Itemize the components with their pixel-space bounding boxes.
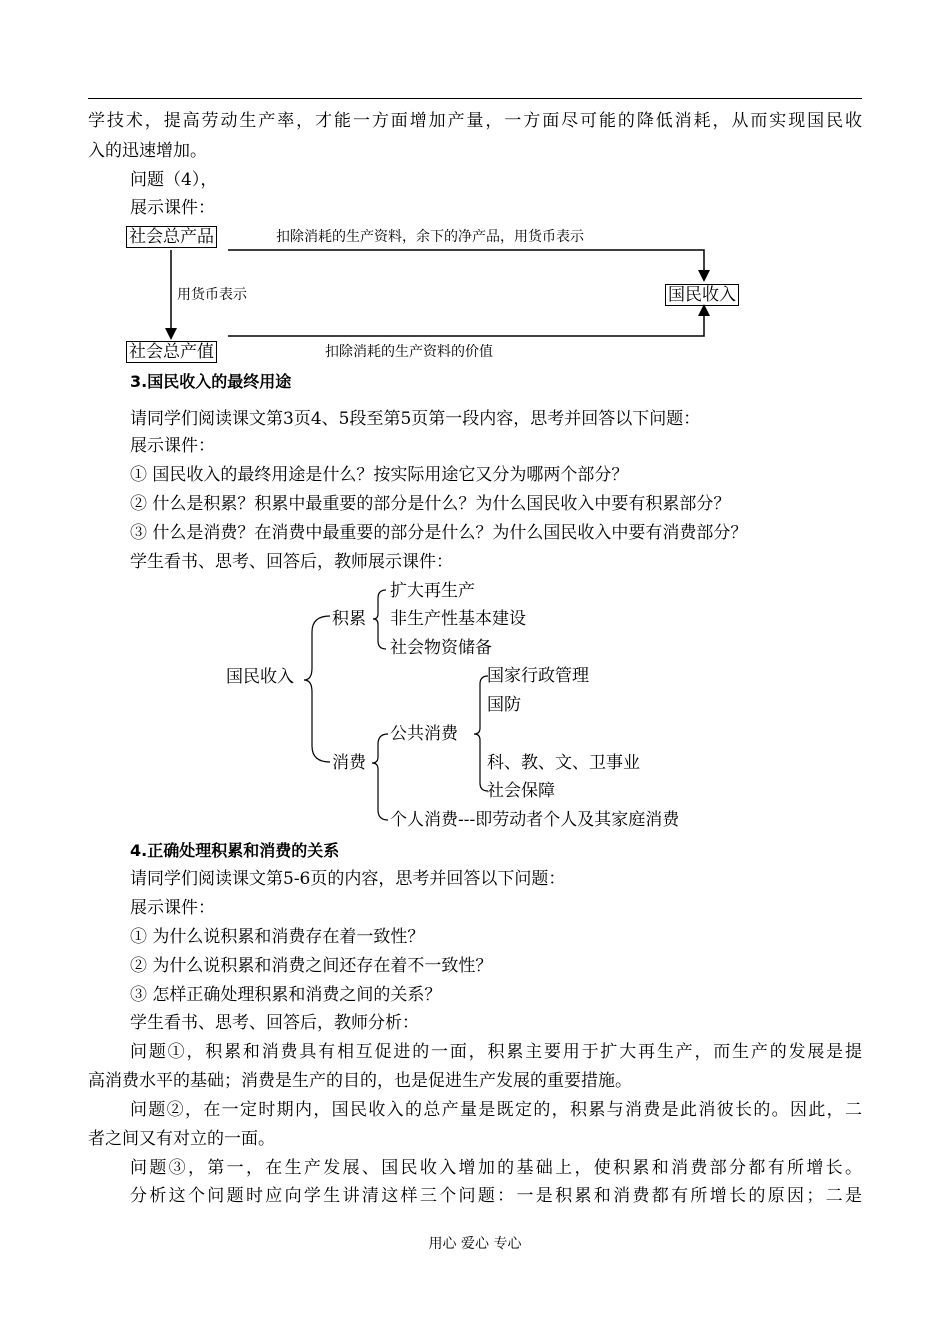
paragraph-q2-line-2: 者之间又有对立的一面。 <box>88 1129 275 1149</box>
tree-personal: 个人消费---即劳动者个人及其家庭消费 <box>390 810 680 830</box>
section-4-q1: ① 为什么说积累和消费存在着一致性？ <box>130 927 425 947</box>
brace-public <box>474 676 488 791</box>
section-4-heading: 4.正确处理积累和消费的关系 <box>130 841 340 860</box>
tree-acc-item: 扩大再生产 <box>390 581 475 601</box>
label-bottom-route: 扣除消耗的生产资料的价值 <box>325 344 493 360</box>
flow-arrow-bottom <box>228 310 704 336</box>
tree-accumulation: 积累 <box>332 609 366 629</box>
section-4-show: 展示课件： <box>130 898 215 918</box>
paragraph-q1-line-1: 问题①，积累和消费具有相互促进的一面，积累主要用于扩大再生产，而生产的发展是提 <box>130 1042 862 1062</box>
box-social-total-product: 社会总产品 <box>126 226 217 248</box>
flow-arrow-top <box>228 250 704 276</box>
section-3-q2: ② 什么是积累？积累中最重要的部分是什么？为什么国民收入中要有积累部分？ <box>130 494 731 514</box>
page-footer: 用心 爱心 专心 <box>428 1236 522 1252</box>
paragraph-q2-line-1: 问题②，在一定时期内，国民收入的总产量是既定的，积累与消费是此消彼长的。因此，二 <box>130 1100 862 1120</box>
tree-acc-item: 非生产性基本建设 <box>390 609 526 629</box>
tree-acc-item: 社会物资储备 <box>390 638 492 658</box>
intro-line-2: 入的迅速增加。 <box>88 141 207 161</box>
tree-public-item: 社会保障 <box>487 781 555 801</box>
section-3-prompt: 请同学们阅读课文第3页4、5段至第5页第一段内容，思考并回答以下问题： <box>130 409 701 429</box>
paragraph-q3-line-2: 分析这个问题时应向学生讲清这样三个问题：一是积累和消费都有所增长的原因；二是 <box>130 1186 862 1206</box>
tree-consumption: 消费 <box>332 753 366 773</box>
intro-line-1: 学技术，提高劳动生产率，才能一方面增加产量，一方面尽可能的降低消耗，从而实现国民收 <box>88 111 862 131</box>
section-4-q3: ③ 怎样正确处理积累和消费之间的关系？ <box>130 985 442 1005</box>
question-4: 问题（4）， <box>130 170 218 190</box>
section-3-after: 学生看书、思考、回答后，教师展示课件： <box>130 552 453 572</box>
tree-public-item: 国家行政管理 <box>487 666 589 686</box>
box-national-income: 国民收入 <box>665 284 739 306</box>
section-3-heading: 3.国民收入的最终用途 <box>130 372 292 391</box>
tree-public-item: 国防 <box>487 695 521 715</box>
label-money: 用货币表示 <box>177 287 247 303</box>
section-4-q2: ② 为什么说积累和消费之间还存在着不一致性？ <box>130 956 493 976</box>
section-4-after: 学生看书、思考、回答后，教师分析： <box>130 1013 419 1033</box>
section-3-show: 展示课件： <box>130 436 215 456</box>
brace-consumption <box>372 734 388 820</box>
paragraph-q1-line-2: 高消费水平的基础；消费是生产的目的，也是促进生产发展的重要措施。 <box>88 1071 632 1091</box>
section-4-prompt: 请同学们阅读课文第5-6页的内容，思考并回答以下问题： <box>130 869 566 889</box>
tree-root: 国民收入 <box>226 667 294 687</box>
box-social-total-value: 社会总产值 <box>126 341 217 363</box>
section-3-q3: ③ 什么是消费？在消费中最重要的部分是什么？为什么国民收入中要有消费部分？ <box>130 523 748 543</box>
label-top-route: 扣除消耗的生产资料，余下的净产品，用货币表示 <box>276 229 584 245</box>
tree-public-item: 科、教、文、卫事业 <box>487 753 640 773</box>
show-courseware-1: 展示课件： <box>130 198 215 218</box>
paragraph-q3-line-1: 问题③，第一，在生产发展、国民收入增加的基础上，使积累和消费部分都有所增长。 <box>130 1158 862 1178</box>
brace-accumulation <box>373 590 386 649</box>
brace-root <box>304 616 330 762</box>
tree-public: 公共消费 <box>390 724 458 744</box>
section-3-q1: ① 国民收入的最终用途是什么？按实际用途它又分为哪两个部分？ <box>130 465 629 485</box>
